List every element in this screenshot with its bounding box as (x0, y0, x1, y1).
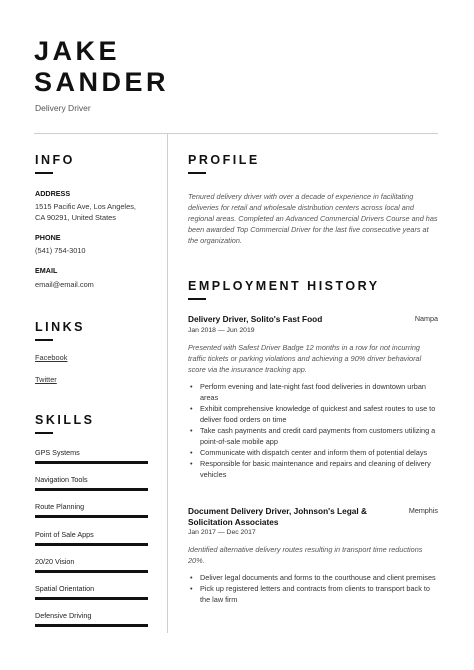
address-label: ADDRESS (35, 189, 71, 198)
job-bullet: • Exhibit comprehensive knowledge of quickest and safest routes to use to deliver food orders on time (188, 403, 438, 425)
skill-bar (35, 597, 148, 600)
column-divider (167, 133, 168, 633)
job-bullet-list (188, 572, 438, 605)
job-bullet: • Take cash payments and credit card payments from customers utilizing a point-of-sale mobile app (188, 425, 438, 447)
skill-bar (35, 488, 148, 491)
skill-item (35, 501, 148, 518)
job-location: Nampa (414, 314, 438, 323)
header-divider (34, 133, 438, 134)
skill-bar (35, 461, 148, 464)
skill-bar (35, 543, 148, 546)
name-first: JAKE (34, 36, 121, 66)
job-title-text: Delivery Driver, Solito's Fast Food (188, 314, 323, 324)
skills-heading: SKILLS (35, 413, 95, 427)
skill-name: 20/20 Vision (35, 557, 75, 566)
job-entry (188, 506, 438, 605)
address-line-1: 1515 Pacific Ave, Los Angeles, (35, 202, 136, 211)
job-title-text: Document Delivery Driver, Johnson's Legal & Solicitation Associates (188, 506, 368, 527)
links-heading: LINKS (35, 320, 85, 334)
skill-item (35, 474, 148, 491)
job-dates: Jan 2017 — Dec 2017 (188, 529, 256, 536)
skill-name: Spatial Orientation (35, 584, 95, 593)
name-last: SANDER (34, 67, 170, 97)
skill-item (35, 529, 148, 546)
phone-value: (541) 754-3010 (35, 246, 86, 255)
job-description: Presented with Safest Driver Badge 12 months in a row for not incurring traffic tickets or parking violations and achieving a 90% driver behavioral score via the insurance tracking app. (188, 342, 422, 374)
profile-heading-underline (188, 172, 206, 174)
skills-heading-underline (35, 432, 53, 434)
email-label: EMAIL (35, 266, 58, 275)
skill-name: Route Planning (35, 502, 85, 511)
skill-name: Defensive Driving (35, 611, 92, 620)
phone-label: PHONE (35, 233, 61, 242)
job-description: Identified alternative delivery routes resulting in transport time reductions 20%. (188, 545, 423, 565)
job-header (188, 506, 438, 527)
twitter-link[interactable]: Twitter (35, 375, 57, 384)
job-dates: Jan 2018 — Jun 2019 (188, 326, 255, 334)
skill-bar (35, 624, 148, 627)
job-bullet: • Deliver legal documents and forms to the courthouse and client premises (188, 572, 438, 583)
resume-name (34, 36, 169, 98)
skill-item (35, 610, 148, 627)
job-location: Memphis (408, 506, 438, 515)
skill-bar (35, 515, 148, 518)
job-title: Delivery Driver (35, 103, 91, 113)
job-entry (188, 314, 438, 480)
skill-bar (35, 570, 148, 573)
job-bullet: • Responsible for basic maintenance and repairs and cleaning of delivery vehicles (188, 458, 438, 480)
info-heading-underline (35, 172, 53, 174)
info-heading: INFO (35, 153, 75, 167)
job-bullet: • Pick up registered letters and contracts from clients to transport back to the law firm (188, 583, 438, 605)
job-header (188, 314, 438, 325)
skill-name: GPS Systems (35, 448, 80, 457)
skill-item (35, 447, 148, 464)
facebook-link[interactable]: Facebook (35, 353, 68, 362)
links-heading-underline (35, 339, 53, 341)
employment-heading-underline (188, 298, 206, 300)
employment-heading: EMPLOYMENT HISTORY (188, 279, 380, 293)
job-bullet: • Perform evening and late-night fast food deliveries in downtown urban areas (188, 381, 438, 403)
email-value: email@email.com (35, 280, 94, 289)
address-value (35, 201, 136, 223)
profile-summary: Tenured delivery driver with over a decade of experience in facilitating deliveries for retail and wholesale distribution centers across local and regional areas. Completed an Advanced Commercial Drivers Course and has been awarded Top Commercial Driver for the last five consecutive years at the organization. (188, 192, 438, 245)
job-bullet: • Communicate with dispatch center and inform them of potential delays (188, 447, 438, 458)
skill-item (35, 556, 148, 573)
profile-heading: PROFILE (188, 153, 260, 167)
skill-item (35, 583, 148, 600)
address-line-2: CA 90291, United States (35, 213, 116, 222)
skill-name: Point of Sale Apps (35, 530, 94, 539)
job-bullet-list (188, 381, 438, 480)
skill-name: Navigation Tools (35, 475, 88, 484)
